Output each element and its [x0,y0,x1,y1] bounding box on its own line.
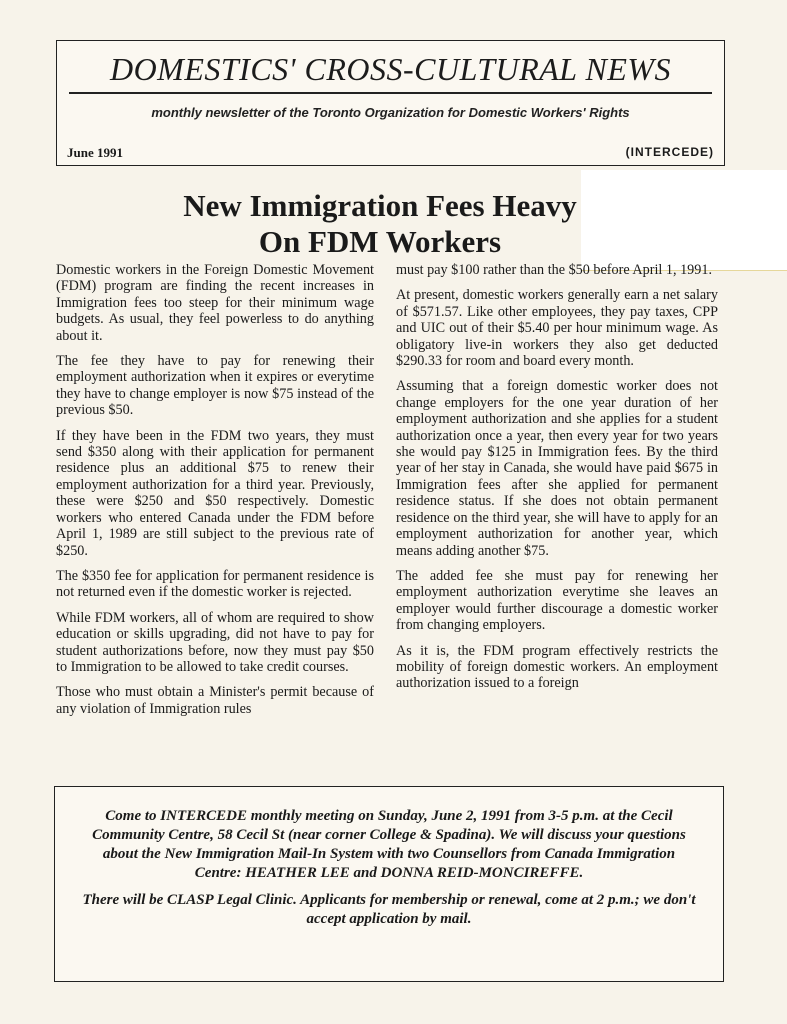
paragraph: While FDM workers, all of whom are required to show education or skills upgrading, did not have to pay for student authorizations before, now they must pay $50 to Immigration to be allowed to take credit courses. [56,609,374,675]
headline-line-1: New Immigration Fees Heavy [183,188,577,223]
paragraph: must pay $100 rather than the $50 before April 1, 1991. [396,262,712,278]
paragraph: The added fee she must pay for renewing her employment authorization everytime she leaves an employer would further discourage a domestic worker from changing employers. [396,567,718,634]
newsletter-subtitle: monthly newsletter of the Toronto Organization for Domestic Workers' Rights [151,105,630,120]
paragraph: At present, domestic workers generally earn a net salary of $571.57. Like other employees, they pay taxes, CPP and UIC out of their $5.40 per hour minimum wage. As obligatory live-in workers they also get deducted $290.33 for room and board every month. [396,287,718,370]
paragraph: The $350 fee for application for permanent residence is not returned even if the domestic worker is rejected. [56,567,374,601]
legal-clinic-note: There will be CLASP Legal Clinic. Applicants for membership or renewal, come at 2 p.m.; we don't accept application by mail. [82,892,696,927]
organization-name: (INTERCEDE) [625,145,714,159]
article-column-right [396,262,718,701]
meeting-announcement: Come to INTERCEDE monthly meeting on Sunday, June 2, 1991 from 3-5 p.m. at the Cecil Community Centre, 58 Cecil St (near corner College & Spadina). We will discuss your questions about the New Immigration Mail-In System with two Counsellors from Canada Immigration Centre: HEATHER LEE and DONNA REID-MONCIREFFE. [92,808,686,881]
article-headline [100,188,660,260]
paragraph: Assuming that a foreign domestic worker does not change employers for the one year duration of her employment authorization and she applies for a student authorization once a year, then every year for two years she would pay $125 in Immigration fees. By the third year of her stay in Canada, she would have paid $675 in Immigration fees after she applied for permanent residence status. If she does not obtain permanent residence on the third year, she will have to apply for an employment authorization for another year, which means adding another $75. [396,378,718,559]
headline-line-2: On FDM Workers [258,224,502,259]
article-column-left [56,262,374,726]
meeting-notice-box [54,786,724,982]
paragraph: If they have been in the FDM two years, they must send $350 along with their application for permanent residence plus an additional $75 to renew their employment authorization for a third year. Previously, these were $250 and $50 respectively. Domestic workers who entered Canada under the FDM before April 1, 1989 are still subject to the previous rate of $250. [56,427,374,559]
masthead [56,40,725,166]
title-rule [69,92,712,94]
newsletter-title: DOMESTICS' CROSS-CULTURAL NEWS [109,51,672,87]
paragraph: The fee they have to pay for renewing their employment authorization when it expires or everytime they have to change employer is now $75 instead of the previous $50. [56,353,374,419]
issue-date: June 1991 [67,145,123,160]
paragraph: Those who must obtain a Minister's permit because of any violation of Immigration rules [56,684,374,717]
paragraph: As it is, the FDM program effectively restricts the mobility of foreign domestic workers. An employment authorization issued to a foreign [396,642,718,692]
paragraph: Domestic workers in the Foreign Domestic Movement (FDM) program are finding the recent increases in Immigration fees too steep for their minimum wage budgets. As usual, they feel powerless to do anything about it. [56,262,374,344]
